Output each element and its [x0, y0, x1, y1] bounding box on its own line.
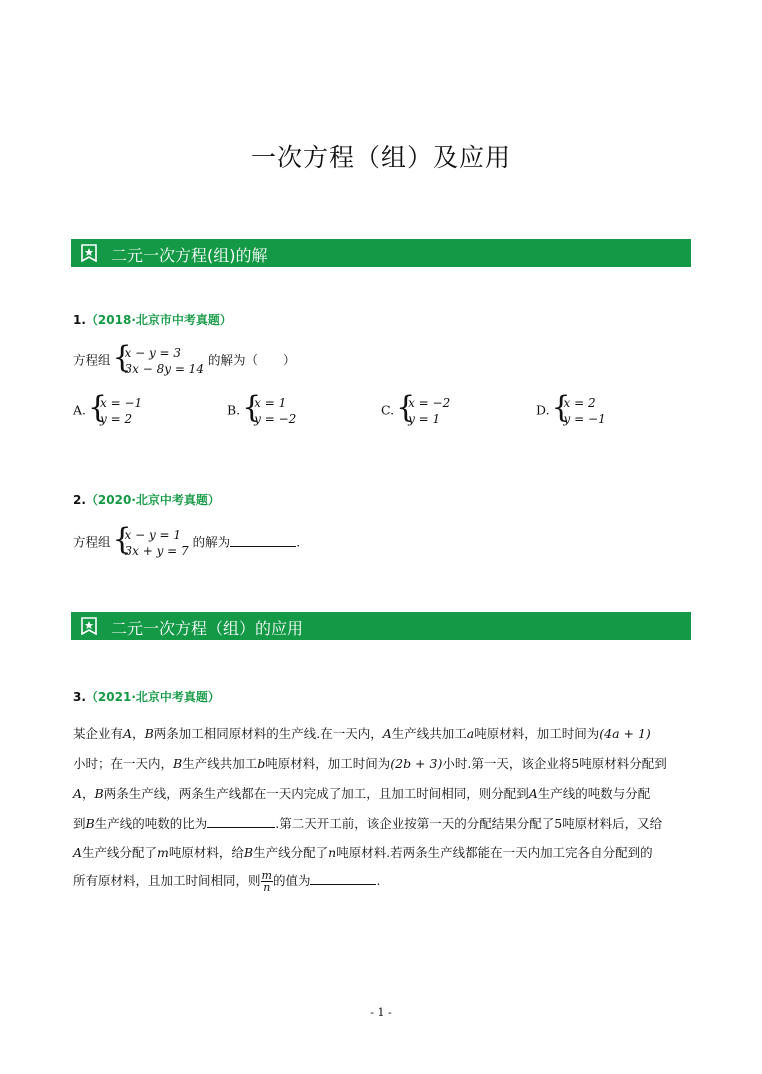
option-eq1: x = 2 [563, 396, 596, 410]
text: ， [82, 786, 95, 801]
question-1-header [73, 311, 232, 328]
text: 所有原材料，且加工时间相同，则 [73, 873, 261, 888]
bookmark-star-icon [81, 244, 97, 262]
text: .第二天开工前，该企业按第一天的分配结果分配了 [275, 816, 555, 831]
question-source: （2020·北京中考真题） [85, 493, 220, 507]
equation-2: 3x + y = 7 [124, 544, 189, 558]
option-label: D. [536, 402, 550, 418]
stem-suffix: 的解为 [192, 534, 231, 550]
option-label: A. [73, 402, 87, 418]
question-3-line-5 [73, 845, 653, 861]
equation-2: 3x − 8y = 14 [124, 362, 204, 376]
equation-system: { x − y = 3 3x − 8y = 14 [112, 340, 204, 376]
text: 吨原材料.若两条生产线都能在一天内加工完各自分配到的 [336, 845, 653, 860]
expr: (4a + 1) [599, 726, 651, 741]
question-source: （2021·北京中考真题） [85, 690, 220, 704]
text: 生产线分配了 [253, 845, 329, 860]
option-c[interactable] [381, 390, 451, 427]
expr: (2b + 3) [390, 756, 443, 771]
text: 小时.第一天，该企业将 [442, 756, 572, 771]
text: 小时；在一天内， [73, 756, 174, 771]
text: 某企业有 [73, 726, 124, 741]
question-2-header [73, 491, 220, 508]
question-3-line-2 [73, 756, 667, 772]
equation-1: x − y = 1 [124, 528, 182, 542]
numerator: m [261, 869, 272, 882]
var-a-line: A [382, 726, 392, 741]
equation-1: x − y = 3 [124, 346, 182, 360]
option-eq2: y = −2 [254, 412, 297, 426]
option-eq1: x = −1 [100, 396, 143, 410]
answer-blank-2[interactable] [310, 872, 376, 885]
question-number: 1. [73, 313, 86, 327]
stem-prefix: 方程组 [73, 352, 111, 368]
text: 两条加工相同原材料的生产线.在一天内， [153, 726, 383, 741]
option-system: { x = 2 y = −1 [551, 390, 606, 426]
var-b-line: B [85, 816, 95, 831]
number: 5 [554, 816, 563, 831]
option-eq2: y = 2 [100, 412, 133, 426]
equation-system: { x − y = 1 3x + y = 7 [112, 522, 189, 558]
question-3-line-4 [73, 815, 662, 832]
section-title: 二元一次方程(组)的解 [111, 246, 268, 265]
var-b-line: B [94, 786, 104, 801]
number: 5 [571, 756, 580, 771]
var-b: b [257, 756, 266, 771]
var-b-line: B [173, 756, 183, 771]
section-title: 二元一次方程（组）的应用 [111, 619, 304, 638]
option-b[interactable] [227, 390, 297, 427]
option-eq1: x = −2 [408, 396, 451, 410]
question-3-line-3 [73, 786, 650, 802]
question-number: 2. [73, 493, 86, 507]
var-a-line: A [528, 786, 538, 801]
text: 吨原材料后，又给 [562, 816, 663, 831]
var-n: n [328, 845, 337, 860]
page-title: 一次方程（组）及应用 [250, 143, 511, 172]
section-header-2 [71, 612, 691, 640]
text: 两条生产线，两条生产线都在一天内完成了加工，且加工时间相同，则分配到 [103, 786, 529, 801]
text: 的值为 [272, 873, 311, 888]
text: 到 [73, 816, 86, 831]
option-label: B. [227, 402, 241, 418]
var-m: m [157, 845, 169, 860]
option-eq2: y = −1 [563, 412, 606, 426]
stem-prefix: 方程组 [73, 534, 111, 550]
period: . [296, 534, 301, 550]
question-1-stem [73, 340, 296, 377]
denominator: n [263, 881, 271, 894]
text: 生产线的吨数与分配 [537, 786, 651, 801]
option-label: C. [381, 402, 395, 418]
text: 生产线的吨数的比为 [94, 816, 208, 831]
text: 吨原材料，加工时间为 [265, 756, 391, 771]
var-b-line: B [243, 845, 254, 860]
text: 生产线共加工 [391, 726, 467, 741]
answer-blank-1[interactable] [207, 815, 275, 828]
option-eq2: y = 1 [408, 412, 441, 426]
question-3-line-6 [73, 870, 380, 893]
var-b-line: B [144, 726, 154, 741]
var-a-line: A [123, 726, 133, 741]
var-a-line: A [73, 786, 83, 801]
section-header-1 [71, 239, 691, 267]
fraction-m-over-n [261, 870, 273, 893]
option-a[interactable] [73, 390, 143, 427]
page-number: - 1 - [370, 1006, 392, 1019]
period: . [376, 873, 381, 888]
option-system: { x = −2 y = 1 [396, 390, 451, 426]
question-3-line-1 [73, 726, 651, 742]
text: ， [132, 726, 145, 741]
text: 生产线共加工 [182, 756, 258, 771]
text: 吨原材料，加工时间为 [474, 726, 600, 741]
option-d[interactable] [536, 390, 606, 427]
text: 生产线分配了 [82, 845, 158, 860]
question-2-stem [73, 522, 301, 559]
text: 吨原材料分配到 [579, 756, 667, 771]
question-source: （2018·北京市中考真题） [85, 313, 232, 327]
answer-blank[interactable] [230, 534, 296, 547]
question-number: 3. [73, 690, 86, 704]
var-a-line: A [73, 845, 83, 860]
var-a: a [466, 726, 475, 741]
stem-suffix: 的解为（ ） [207, 352, 296, 368]
text: 吨原材料，给 [168, 845, 244, 860]
option-eq1: x = 1 [254, 396, 287, 410]
option-system: { x = 1 y = −2 [242, 390, 297, 426]
question-3-header [73, 688, 220, 705]
bookmark-star-icon [81, 617, 97, 635]
option-system: { x = −1 y = 2 [88, 390, 143, 426]
